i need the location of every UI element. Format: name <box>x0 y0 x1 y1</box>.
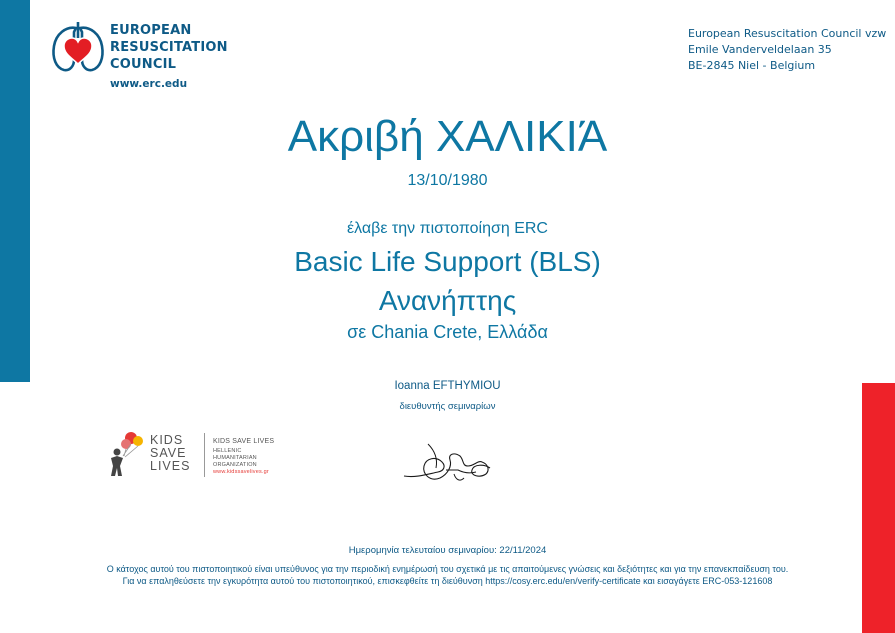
balloon-figure-icon <box>105 430 147 480</box>
kids-line-2: SAVE <box>150 446 187 460</box>
website-link[interactable]: www.erc.edu <box>110 78 188 90</box>
kids-save-lives-logo <box>105 430 285 480</box>
director-title: διευθυντής σεμιναρίων <box>399 401 496 412</box>
logo-line-3: COUNCIL <box>110 57 177 72</box>
address-line-2: Emile Vanderveldelaan 35 <box>688 43 832 56</box>
recipient-name: Ακριβή ΧΑΛΙΚΙΆ <box>287 112 608 161</box>
kids-line-1: KIDS <box>150 433 184 447</box>
kids-side-text <box>213 438 285 476</box>
director-signature <box>398 436 498 488</box>
course-location: σε Chania Crete, Ελλάδα <box>347 322 548 342</box>
date-of-birth: 13/10/1980 <box>407 172 488 189</box>
role-title: Ανανήπτης <box>378 285 517 316</box>
logo-line-2: RESUSCITATION <box>110 40 228 55</box>
left-accent-bar <box>0 0 30 382</box>
director-name: Ioanna EFTHYMIOU <box>394 380 501 392</box>
right-accent-bar <box>862 383 895 633</box>
address-line-1: European Resuscitation Council vzw <box>688 27 887 40</box>
heart-lungs-icon <box>50 20 106 76</box>
kids-side-url: www.kidssavelives.gr <box>213 469 269 475</box>
kids-logo-divider <box>204 433 205 477</box>
erc-logo <box>50 20 240 92</box>
kids-side-line-2: HELLENIC HUMANITARIAN <box>213 448 257 461</box>
disclaimer-line-1: Ο κάτοχος αυτού του πιστοποιητικού είναι υπεύθυνος για την περιοδική ενημέρωσή του σχετικά με τις απαιτούμενες γνώσεις και δεξιότητες και για την επανεκπαίδευση του. <box>106 564 789 574</box>
kids-side-line-1: KIDS SAVE LIVES <box>213 438 275 445</box>
kids-line-3: LIVES <box>150 459 191 473</box>
address-line-3: BE-2845 Niel - Belgium <box>688 59 816 72</box>
received-text: έλαβε την πιστοποίηση ERC <box>347 220 548 237</box>
kids-logo-text <box>150 434 190 473</box>
course-title: Basic Life Support (BLS) <box>294 246 601 277</box>
kids-side-line-3: ORGANIZATION <box>213 462 257 468</box>
last-seminar-date: Ημερομηνία τελευταίου σεμιναρίου: 22/11/2024 <box>348 545 547 556</box>
erc-logo-text <box>110 22 228 73</box>
disclaimer <box>0 563 895 587</box>
verification-line[interactable]: Για να επαληθεύσετε την εγκυρότητα αυτού του πιστοποιητικού, επισκεφθείτε τη διεύθυνση https://cosy.erc.edu/en/verify-certificate και εισαγάγετε ERC-053-121608 <box>122 576 773 586</box>
organization-address <box>688 26 886 74</box>
logo-line-1: EUROPEAN <box>110 23 192 38</box>
